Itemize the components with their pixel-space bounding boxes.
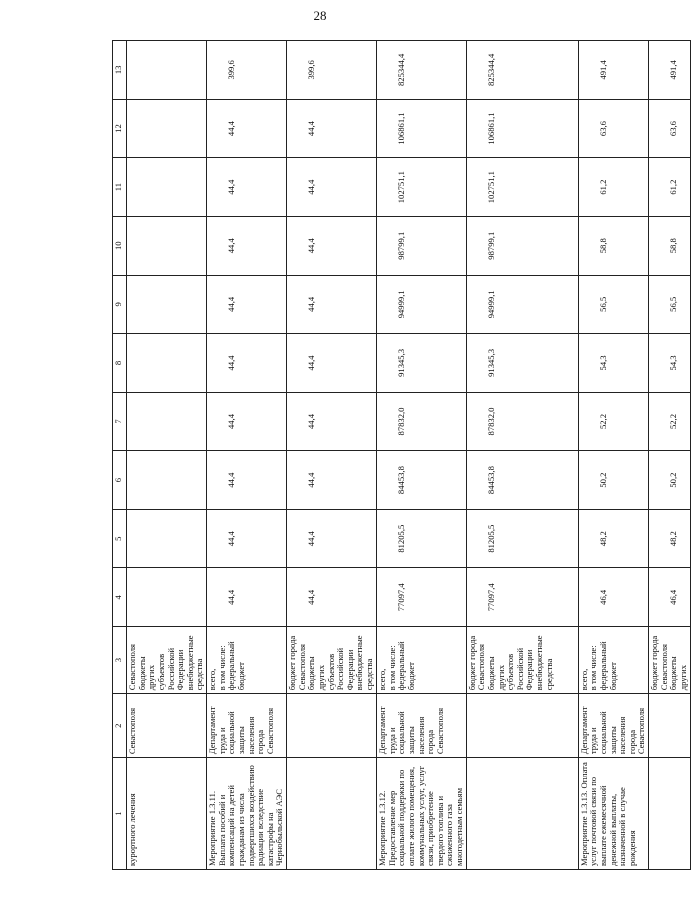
value-col-8	[127, 334, 207, 393]
column-header-7: 7	[113, 392, 127, 451]
value-col-5: 44,4	[287, 509, 377, 568]
cell-c3: всего, в том числе: федеральный бюджет	[578, 627, 648, 694]
value-col-4: 46,4	[649, 568, 691, 627]
value-col-12: 106861,1	[466, 99, 578, 158]
cell-c2	[649, 694, 691, 758]
value-col-4	[127, 568, 207, 627]
value-col-8: 44,4	[207, 334, 287, 393]
value-col-7: 52,2	[578, 392, 648, 451]
value-col-5: 44,4	[207, 509, 287, 568]
value-col-12: 63,6	[578, 99, 648, 158]
value-col-11: 102751,1	[466, 158, 578, 217]
page-number: 28	[313, 8, 327, 23]
value-col-12: 63,6	[649, 99, 691, 158]
column-header-8: 8	[113, 334, 127, 393]
column-header-10: 10	[113, 216, 127, 275]
value-col-7: 87832,0	[466, 392, 578, 451]
value-col-4: 44,4	[287, 568, 377, 627]
value-col-11: 102751,1	[377, 158, 467, 217]
table-row	[287, 41, 377, 870]
value-col-12: 44,4	[207, 99, 287, 158]
cell-c1: Мероприятие 1.3.12. Предоставление мер социальной поддержки по оплате жилого помещения, коммунальных услуг, услуг связи, приобретение твердого топлива и сжиженного газа многодетным семьям	[377, 758, 467, 870]
value-col-9: 94999,1	[466, 275, 578, 334]
value-col-7: 44,4	[207, 392, 287, 451]
value-col-8: 91345,3	[377, 334, 467, 393]
value-col-13: 825344,4	[466, 41, 578, 100]
value-col-13: 491,4	[578, 41, 648, 100]
value-col-9: 44,4	[287, 275, 377, 334]
column-header-5: 5	[113, 509, 127, 568]
table-row	[127, 41, 207, 870]
cell-c1	[649, 758, 691, 870]
value-col-10: 98799,1	[466, 216, 578, 275]
cell-c1	[466, 758, 578, 870]
value-col-13: 399,6	[207, 41, 287, 100]
column-header-4: 4	[113, 568, 127, 627]
value-col-10	[127, 216, 207, 275]
cell-c1	[287, 758, 377, 870]
column-header-12: 12	[113, 99, 127, 158]
value-col-5: 48,2	[578, 509, 648, 568]
value-col-8: 54,3	[649, 334, 691, 393]
value-col-6: 84453,8	[466, 451, 578, 510]
value-col-10: 44,4	[207, 216, 287, 275]
cell-c3: всего, в том числе: федеральный бюджет	[377, 627, 467, 694]
value-col-4: 44,4	[207, 568, 287, 627]
value-col-8: 91345,3	[466, 334, 578, 393]
value-col-7	[127, 392, 207, 451]
value-col-13: 825344,4	[377, 41, 467, 100]
column-header-9: 9	[113, 275, 127, 334]
value-col-13: 491,4	[649, 41, 691, 100]
value-col-10: 58,8	[649, 216, 691, 275]
column-header-6: 6	[113, 451, 127, 510]
value-col-9: 56,5	[578, 275, 648, 334]
value-col-6: 84453,8	[377, 451, 467, 510]
value-col-4: 77097,4	[377, 568, 467, 627]
value-col-5: 81205,5	[377, 509, 467, 568]
value-col-5	[127, 509, 207, 568]
column-header-11: 11	[113, 158, 127, 217]
column-header-1: 1	[113, 758, 127, 870]
cell-c2: Департамент труда и социальной защиты населения города Севастополя	[207, 694, 287, 758]
value-col-7: 52,2	[649, 392, 691, 451]
cell-c2: Департамент труда и социальной защиты населения города Севастополя	[377, 694, 467, 758]
value-col-13	[127, 41, 207, 100]
value-col-12: 106861,1	[377, 99, 467, 158]
value-col-6: 50,2	[578, 451, 648, 510]
value-col-10: 98799,1	[377, 216, 467, 275]
value-col-11: 61,2	[578, 158, 648, 217]
cell-c2	[287, 694, 377, 758]
cell-c3: бюджет города Севастополя бюджеты других субъектов Российской Федерации внебюджетные средства	[287, 627, 377, 694]
value-col-9	[127, 275, 207, 334]
value-col-8: 54,3	[578, 334, 648, 393]
column-header-13: 13	[113, 41, 127, 100]
cell-c2: Департамент труда и социальной защиты населения города Севастополя	[578, 694, 648, 758]
column-header-2: 2	[113, 694, 127, 758]
cell-c1: Мероприятие 1.3.11. Выплата пособий и компенсаций на детей гражданам из числа подвергшихся воздействию радиации вследствие катастрофы на Чернобыльской АЭС	[207, 758, 287, 870]
table-body	[127, 41, 691, 870]
value-col-9: 56,5	[649, 275, 691, 334]
value-col-5: 81205,5	[466, 509, 578, 568]
table-row	[578, 41, 648, 870]
value-col-11: 44,4	[287, 158, 377, 217]
cell-c3: бюджет города Севастополя бюджеты других субъектов Российской Федерации внебюджетные средства	[466, 627, 578, 694]
value-col-11	[127, 158, 207, 217]
table-row	[377, 41, 467, 870]
header-row	[113, 41, 127, 870]
value-col-12	[127, 99, 207, 158]
cell-c3: Севастополя бюджеты других субъектов Российской Федерации внебюджетные средства	[127, 627, 207, 694]
value-col-6: 44,4	[207, 451, 287, 510]
value-col-11: 61,2	[649, 158, 691, 217]
value-col-6	[127, 451, 207, 510]
value-col-4: 46,4	[578, 568, 648, 627]
value-col-4: 77097,4	[466, 568, 578, 627]
value-col-6: 50,2	[649, 451, 691, 510]
cell-c3: всего, в том числе: федеральный бюджет	[207, 627, 287, 694]
value-col-11: 44,4	[207, 158, 287, 217]
column-header-3: 3	[113, 627, 127, 694]
cell-c2: Севастополя	[127, 694, 207, 758]
budget-table	[112, 40, 691, 870]
value-col-12: 44,4	[287, 99, 377, 158]
value-col-10: 58,8	[578, 216, 648, 275]
table-row	[649, 41, 691, 870]
cell-c1: Мероприятие 1.3.13. Оплата услуг почтовой связи по выплате ежемесячной денежной выплаты, назначенной в случае рождения	[578, 758, 648, 870]
value-col-6: 44,4	[287, 451, 377, 510]
cell-c3: бюджет города Севастополя бюджеты других	[649, 627, 691, 694]
value-col-8: 44,4	[287, 334, 377, 393]
value-col-9: 94999,1	[377, 275, 467, 334]
value-col-7: 44,4	[287, 392, 377, 451]
value-col-10: 44,4	[287, 216, 377, 275]
table-row	[466, 41, 578, 870]
value-col-5: 48,2	[649, 509, 691, 568]
value-col-7: 87832,0	[377, 392, 467, 451]
rotated-table-wrapper	[112, 40, 688, 870]
cell-c1: курортного лечения	[127, 758, 207, 870]
table-row	[207, 41, 287, 870]
value-col-9: 44,4	[207, 275, 287, 334]
value-col-13: 399,6	[287, 41, 377, 100]
cell-c2	[466, 694, 578, 758]
